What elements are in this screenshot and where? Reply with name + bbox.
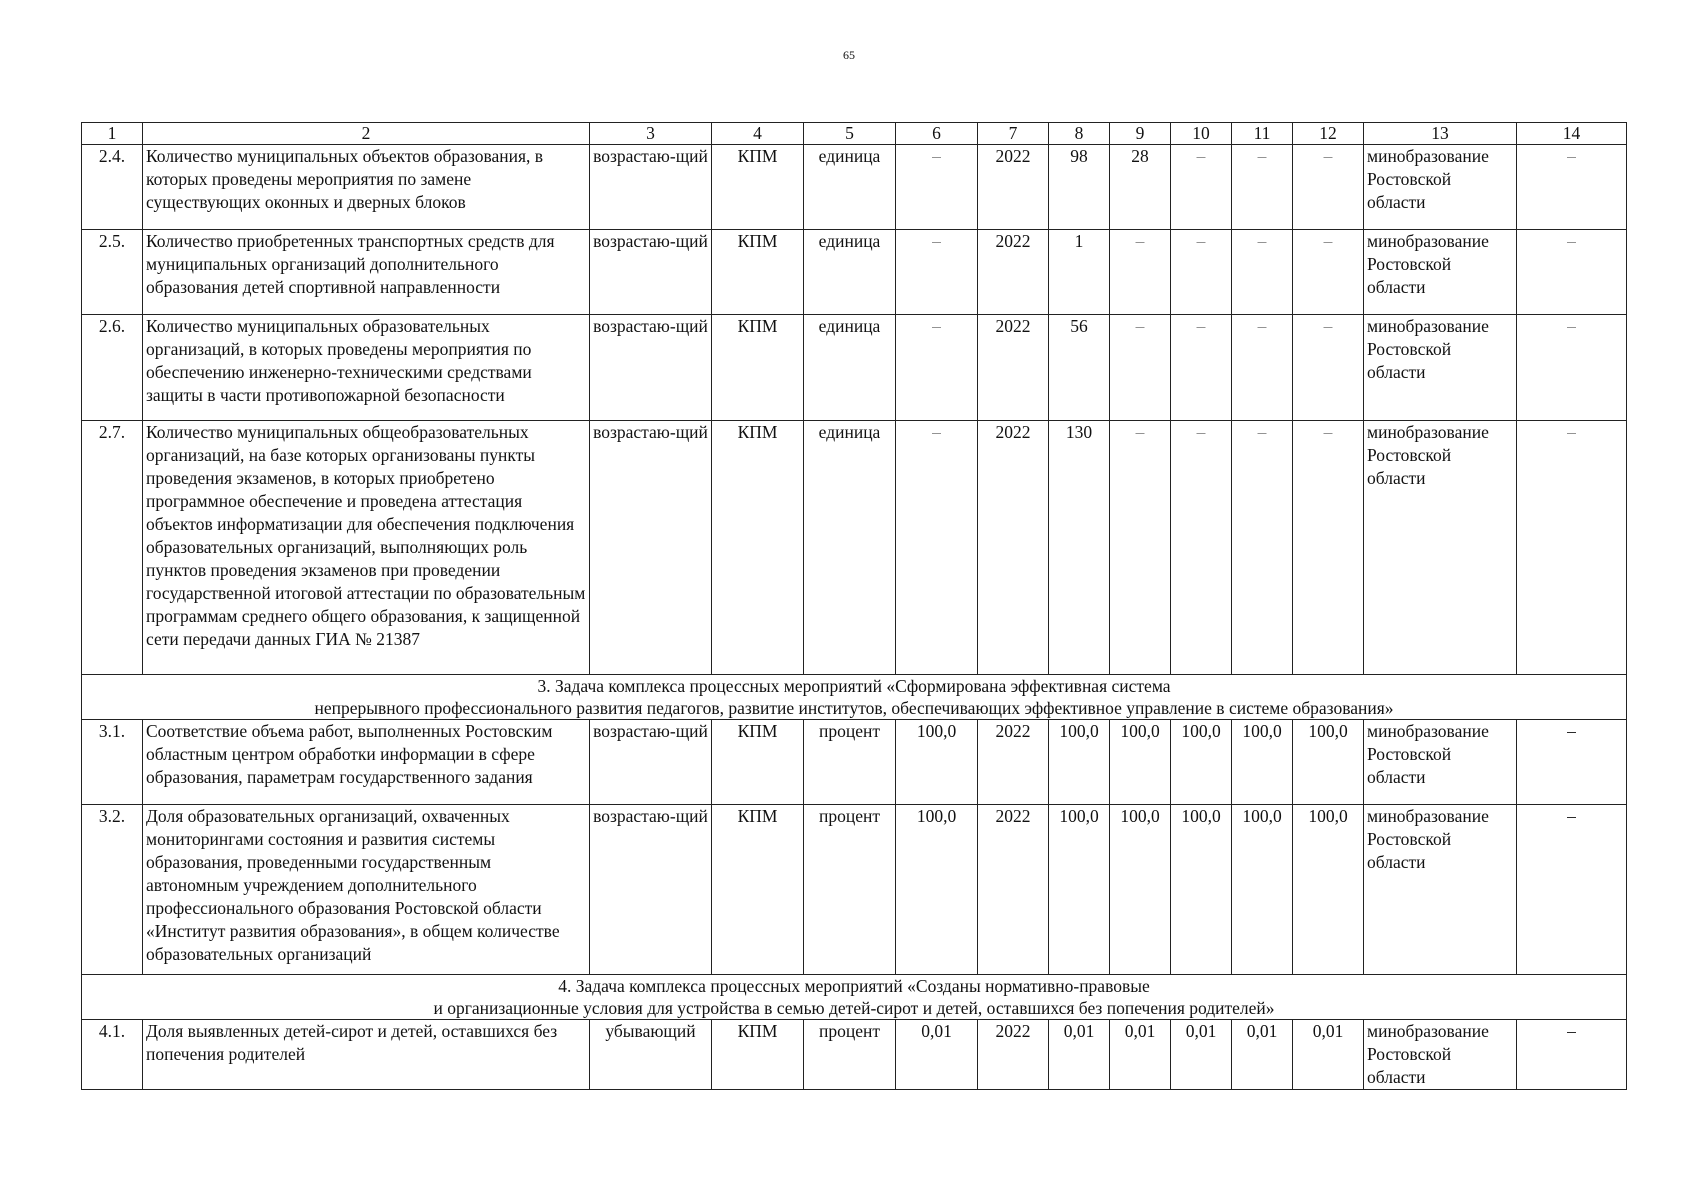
table-row [82,720,1627,805]
base-year: 2022 [978,805,1049,975]
header-cell: 5 [804,123,896,145]
responsible-body: минобразование Ростовской области [1364,145,1517,230]
indicator-name: Доля выявленных детей-сирот и детей, оставшихся без попечения родителей [143,1020,590,1090]
value-col-11: – [1232,315,1293,421]
indicator-name: Количество приобретенных транспортных средств для муниципальных организаций дополнительного образования детей спортивной направленности [143,230,590,315]
indicator-kind: КПМ [712,145,804,230]
header-cell: 7 [978,123,1049,145]
value-col-11: – [1232,145,1293,230]
value-col-12: – [1293,315,1364,421]
row-number: 3.2. [82,805,143,975]
value-col-11: – [1232,421,1293,675]
value-col-12: – [1293,230,1364,315]
base-value: – [896,145,978,230]
note-col-14: – [1517,145,1627,230]
value-col-9: 0,01 [1110,1020,1171,1090]
trend-type: возрастаю-щий [590,421,712,675]
unit-of-measure: единица [804,421,896,675]
value-col-10: – [1171,145,1232,230]
header-cell: 12 [1293,123,1364,145]
section-heading-row [82,675,1627,720]
indicator-kind: КПМ [712,805,804,975]
base-value: – [896,421,978,675]
value-col-12: 100,0 [1293,805,1364,975]
row-number: 2.7. [82,421,143,675]
row-number: 2.6. [82,315,143,421]
unit-of-measure: процент [804,805,896,975]
value-col-8: 98 [1049,145,1110,230]
value-col-12: 100,0 [1293,720,1364,805]
row-number: 2.5. [82,230,143,315]
header-cell: 3 [590,123,712,145]
value-col-9: – [1110,230,1171,315]
note-col-14: – [1517,230,1627,315]
indicator-kind: КПМ [712,1020,804,1090]
header-cell: 9 [1110,123,1171,145]
value-col-8: 56 [1049,315,1110,421]
row-number: 3.1. [82,720,143,805]
indicator-kind: КПМ [712,720,804,805]
header-cell: 1 [82,123,143,145]
indicator-name: Количество муниципальных объектов образования, в которых проведены мероприятия по замене существующих оконных и дверных блоков [143,145,590,230]
header-cell: 10 [1171,123,1232,145]
table-row [82,805,1627,975]
header-cell: 2 [143,123,590,145]
indicator-name: Доля образовательных организаций, охваченных мониторингами состояния и развития системы образования, проведенными государственным автономным учреждением дополнительного профессионального образования Ростовской области «Институт развития образования», в общем количестве образовательных организаций [143,805,590,975]
trend-type: возрастаю-щий [590,805,712,975]
indicators-table [81,122,1627,1090]
base-value: – [896,315,978,421]
value-col-11: 100,0 [1232,720,1293,805]
unit-of-measure: процент [804,720,896,805]
unit-of-measure: единица [804,315,896,421]
value-col-9: 28 [1110,145,1171,230]
header-cell: 8 [1049,123,1110,145]
responsible-body: минобразование Ростовской области [1364,421,1517,675]
table-row [82,421,1627,675]
unit-of-measure: единица [804,145,896,230]
indicator-name: Соответствие объема работ, выполненных Ростовским областным центром обработки информации в сфере образования, параметрам государственного задания [143,720,590,805]
trend-type: возрастаю-щий [590,230,712,315]
value-col-10: 100,0 [1171,805,1232,975]
value-col-8: 1 [1049,230,1110,315]
value-col-11: 0,01 [1232,1020,1293,1090]
table-row [82,230,1627,315]
base-year: 2022 [978,1020,1049,1090]
responsible-body: минобразование Ростовской области [1364,720,1517,805]
value-col-9: 100,0 [1110,805,1171,975]
section-heading [82,975,1627,1020]
note-col-14: – [1517,805,1627,975]
indicator-kind: КПМ [712,315,804,421]
responsible-body: минобразование Ростовской области [1364,315,1517,421]
value-col-10: – [1171,230,1232,315]
value-col-8: 0,01 [1049,1020,1110,1090]
indicator-name: Количество муниципальных образовательных организаций, в которых проведены мероприятия по обеспечению инженерно-техническими средствами защиты в части противопожарной безопасности [143,315,590,421]
header-cell: 6 [896,123,978,145]
value-col-10: – [1171,315,1232,421]
note-col-14: – [1517,315,1627,421]
indicator-kind: КПМ [712,230,804,315]
trend-type: убывающий [590,1020,712,1090]
table-body [82,123,1627,1090]
section-heading [82,675,1627,720]
value-col-9: 100,0 [1110,720,1171,805]
header-cell: 14 [1517,123,1627,145]
responsible-body: минобразование Ростовской области [1364,230,1517,315]
note-col-14: – [1517,720,1627,805]
value-col-12: 0,01 [1293,1020,1364,1090]
header-cell: 13 [1364,123,1517,145]
unit-of-measure: процент [804,1020,896,1090]
unit-of-measure: единица [804,230,896,315]
section-heading-line: и организационные условия для устройства в семью детей-сирот и детей, оставшихся без попечения родителей» [433,998,1275,1018]
section-heading-line: 4. Задача комплекса процессных мероприятий «Созданы нормативно-правовые [558,976,1150,996]
table-row [82,145,1627,230]
note-col-14: – [1517,1020,1627,1090]
indicator-name: Количество муниципальных общеобразовательных организаций, на базе которых организованы пункты проведения экзаменов, в которых приобретено программное обеспечение и проведена аттестация объектов информатизации для обеспечения подключения образовательных организаций, выполняющих роль пунктов проведения экзаменов при проведении государственной итоговой аттестации по образовательным программам среднего общего образования, к защищенной сети передачи данных ГИА № 21387 [143,421,590,675]
value-col-11: – [1232,230,1293,315]
base-value: 100,0 [896,805,978,975]
value-col-11: 100,0 [1232,805,1293,975]
base-year: 2022 [978,720,1049,805]
base-year: 2022 [978,315,1049,421]
value-col-10: – [1171,421,1232,675]
value-col-9: – [1110,421,1171,675]
responsible-body: минобразование Ростовской области [1364,1020,1517,1090]
value-col-8: 130 [1049,421,1110,675]
trend-type: возрастаю-щий [590,720,712,805]
table-row [82,1020,1627,1090]
base-year: 2022 [978,230,1049,315]
value-col-12: – [1293,145,1364,230]
responsible-body: минобразование Ростовской области [1364,805,1517,975]
value-col-10: 100,0 [1171,720,1232,805]
row-number: 2.4. [82,145,143,230]
value-col-9: – [1110,315,1171,421]
value-col-10: 0,01 [1171,1020,1232,1090]
table-row [82,315,1627,421]
base-value: 0,01 [896,1020,978,1090]
note-col-14: – [1517,421,1627,675]
trend-type: возрастаю-щий [590,145,712,230]
value-col-8: 100,0 [1049,720,1110,805]
section-heading-row [82,975,1627,1020]
section-heading-line: непрерывного профессионального развития педагогов, развитие институтов, обеспечивающих эффективное управление в системе образования» [314,698,1394,718]
base-value: 100,0 [896,720,978,805]
header-row [82,123,1627,145]
header-cell: 4 [712,123,804,145]
row-number: 4.1. [82,1020,143,1090]
base-year: 2022 [978,421,1049,675]
value-col-12: – [1293,421,1364,675]
indicator-kind: КПМ [712,421,804,675]
section-heading-line: 3. Задача комплекса процессных мероприятий «Сформирована эффективная система [537,676,1171,696]
base-value: – [896,230,978,315]
value-col-8: 100,0 [1049,805,1110,975]
base-year: 2022 [978,145,1049,230]
header-cell: 11 [1232,123,1293,145]
trend-type: возрастаю-щий [590,315,712,421]
page-number: 65 [843,48,855,62]
